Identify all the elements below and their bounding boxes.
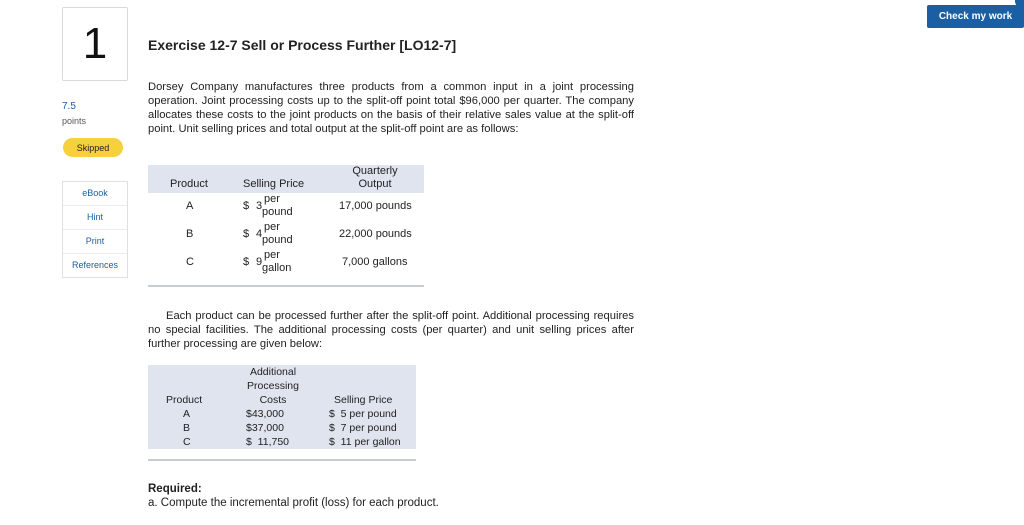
t2-row-a-product: A bbox=[183, 408, 191, 420]
t1-row-a-unit: pound bbox=[262, 206, 293, 218]
t1-header-output-l2: Output bbox=[358, 178, 392, 190]
further-processing-paragraph: Each product can be processed further after the split-off point. Additional processing requires no special facilities. The additional processing costs (per quarter) and unit selling prices after further processing are given below: bbox=[148, 310, 634, 350]
question-number: 1 bbox=[82, 19, 108, 68]
t2-header-product: Product bbox=[166, 394, 203, 406]
t1-row-c-dollar: $ bbox=[243, 256, 250, 268]
t1-row-c-product: C bbox=[186, 256, 194, 268]
ebook-link[interactable]: eBook bbox=[63, 182, 127, 206]
t2-row-b-price: $ 7 per pound bbox=[329, 422, 397, 434]
status-badge: Skipped bbox=[63, 138, 123, 157]
t2-header-cost-l3: Costs bbox=[259, 394, 287, 406]
t1-row-c-unit: gallon bbox=[262, 262, 292, 274]
t1-row-a-per: per bbox=[264, 193, 280, 205]
t2-row-b-cost: $37,000 bbox=[246, 422, 284, 434]
intro-paragraph: Dorsey Company manufactures three products from a common input in a joint processing operation. Joint processing costs up to the split-off point total $96,000 per quarter. The company allocates these costs to the joint products on the basis of their relative sales value at the split-off point. Unit selling prices and total output at the split-off point are as follows: bbox=[148, 81, 634, 135]
table1-bottom-rule bbox=[148, 285, 424, 287]
t1-row-b-output: 22,000 pounds bbox=[339, 228, 412, 240]
t1-row-b-unit: pound bbox=[262, 234, 293, 246]
t2-row-b-product: B bbox=[183, 422, 191, 434]
t1-row-a-output: 17,000 pounds bbox=[339, 200, 412, 212]
t2-row-c-price: $ 11 per gallon bbox=[329, 436, 401, 448]
t1-row-b-per: per bbox=[264, 221, 280, 233]
t1-row-a-amount: 3 bbox=[256, 200, 263, 212]
t1-row-c-amount: 9 bbox=[256, 256, 263, 268]
required-heading: Required: bbox=[148, 483, 202, 495]
exercise-title: Exercise 12-7 Sell or Process Further [LO12-7] bbox=[148, 37, 457, 53]
print-link[interactable]: Print bbox=[63, 230, 127, 254]
question-number-box bbox=[62, 7, 128, 81]
t1-header-price: Selling Price bbox=[243, 178, 305, 190]
check-my-work-button[interactable]: Check my work bbox=[927, 5, 1024, 28]
t2-header-cost-l2: Processing bbox=[247, 380, 299, 392]
t2-row-c-cost: $ 11,750 bbox=[246, 436, 290, 448]
hint-link[interactable]: Hint bbox=[63, 206, 127, 230]
t1-row-b-amount: 4 bbox=[256, 228, 263, 240]
t2-row-a-cost: $43,000 bbox=[246, 408, 284, 420]
t1-row-c-output: 7,000 gallons bbox=[342, 256, 408, 268]
resource-links bbox=[62, 181, 128, 278]
t1-row-a-product: A bbox=[186, 200, 194, 212]
t2-header-cost-l1: Additional bbox=[249, 366, 297, 378]
t1-row-b-dollar: $ bbox=[243, 228, 250, 240]
t1-header-output-l1: Quarterly bbox=[352, 165, 398, 177]
t1-row-b-product: B bbox=[186, 228, 194, 240]
t1-row-c-per: per bbox=[264, 249, 280, 261]
points-label: points bbox=[62, 116, 87, 126]
points-value: 7.5 bbox=[62, 101, 76, 112]
t2-row-c-product: C bbox=[183, 436, 191, 448]
table2-bottom-rule bbox=[148, 459, 416, 461]
t1-header-product: Product bbox=[170, 178, 208, 190]
t2-header-price: Selling Price bbox=[334, 394, 393, 406]
t1-row-a-dollar: $ bbox=[243, 200, 250, 212]
t2-row-a-price: $ 5 per pound bbox=[329, 408, 397, 420]
required-part-a: a. Compute the incremental profit (loss) for each product. bbox=[148, 497, 439, 509]
references-link[interactable]: References bbox=[71, 260, 119, 270]
